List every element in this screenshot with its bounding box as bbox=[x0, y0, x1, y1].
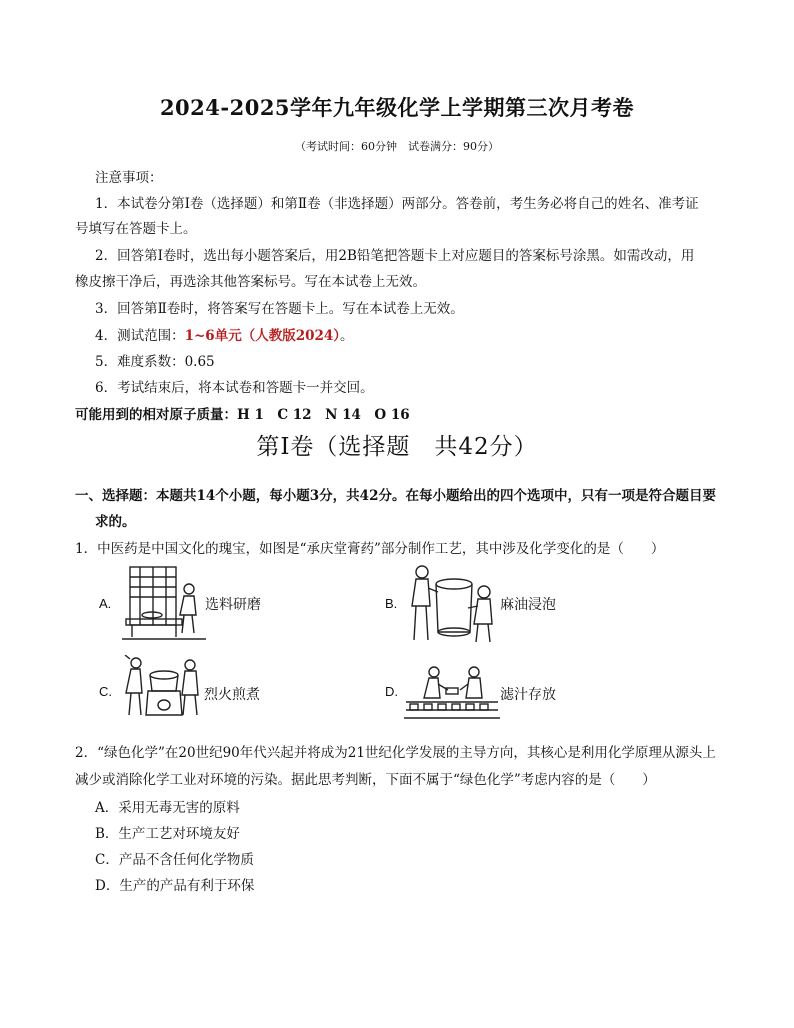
note-4-suffix: 。 bbox=[340, 328, 354, 344]
q1-option-c-label: 烈火煎煮 bbox=[204, 687, 260, 703]
grinding-illustration-icon bbox=[122, 563, 206, 641]
q2-option-a: A．采用无毒无害的原料 bbox=[95, 800, 240, 816]
part1-line1: 一、选择题：本题共14个小题，每小题3分，共42分。在每小题给出的四个选项中，只有一项是符合题目要 bbox=[75, 488, 716, 504]
note-1b: 号填写在答题卡上。 bbox=[75, 221, 197, 237]
note-2b: 橡皮擦干净后，再选涂其他答案标号。写在本试卷上无效。 bbox=[75, 274, 426, 290]
q2-stem-line1: 2．“绿色化学”在20世纪90年代兴起并将成为21世纪化学发展的主导方向，其核心是利用化学原理从源头上 bbox=[75, 745, 716, 761]
test-range: 1~6单元（人教版2024） bbox=[184, 328, 341, 344]
note-4-prefix: 4．测试范围： bbox=[95, 328, 185, 344]
note-6: 6．考试结束后，将本试卷和答题卡一并交回。 bbox=[95, 380, 374, 396]
q2-stem-line2: 减少或消除化学工业对环境的污染。据此思考判断，下面不属于“绿色化学”考虑内容的是（ ） bbox=[75, 772, 656, 788]
part1-line2: 求的。 bbox=[95, 514, 136, 530]
q2-option-c: C．产品不含任何化学物质 bbox=[95, 852, 254, 868]
q1-option-c-letter: C. bbox=[99, 684, 112, 699]
section-title: 第Ⅰ卷（选择题 共42分） bbox=[256, 434, 538, 460]
q2-option-d: D．生产的产品有利于环保 bbox=[95, 878, 255, 894]
note-2a: 2．回答第Ⅰ卷时，选出每小题答案后，用2B铅笔把答题卡上对应题目的答案标号涂黑。如需改动，用 bbox=[95, 248, 695, 264]
part1-instructions bbox=[75, 484, 716, 504]
note-3: 3．回答第Ⅱ卷时，将答案写在答题卡上。写在本试卷上无效。 bbox=[95, 301, 464, 317]
note-1a: 1．本试卷分第Ⅰ卷（选择题）和第Ⅱ卷（非选择题）两部分。答卷前，考生务必将自己的姓名、准考证 bbox=[95, 196, 699, 212]
page-title: 2024-2025学年九年级化学上学期第三次月考卷 bbox=[159, 95, 635, 120]
q1-option-d-letter: D. bbox=[385, 684, 398, 699]
notes-heading: 注意事项： bbox=[95, 170, 163, 186]
q1-stem: 1．中医药是中国文化的瑰宝，如图是“承庆堂膏药”部分制作工艺，其中涉及化学变化的是（ ） bbox=[75, 541, 665, 557]
q1-option-a-letter: A. bbox=[99, 596, 112, 611]
q1-option-a-label: 选料研磨 bbox=[205, 597, 261, 613]
exam-info: （考试时间：60分钟 试卷满分：90分） bbox=[295, 140, 499, 153]
note-4 bbox=[95, 324, 354, 344]
soaking-illustration-icon bbox=[408, 562, 500, 646]
atomic-masses: 可能用到的相对原子质量：H 1 C 12 N 14 O 16 bbox=[75, 407, 410, 423]
q2-option-b: B．生产工艺对环境友好 bbox=[95, 826, 240, 842]
boiling-illustration-icon bbox=[122, 655, 204, 717]
q1-option-b-label: 麻油浸泡 bbox=[500, 597, 556, 613]
q1-option-b-letter: B. bbox=[385, 596, 398, 611]
q1-option-d-label: 滤汁存放 bbox=[500, 687, 556, 703]
note-5: 5．难度系数：0.65 bbox=[95, 354, 215, 370]
filtering-illustration-icon bbox=[402, 664, 502, 720]
